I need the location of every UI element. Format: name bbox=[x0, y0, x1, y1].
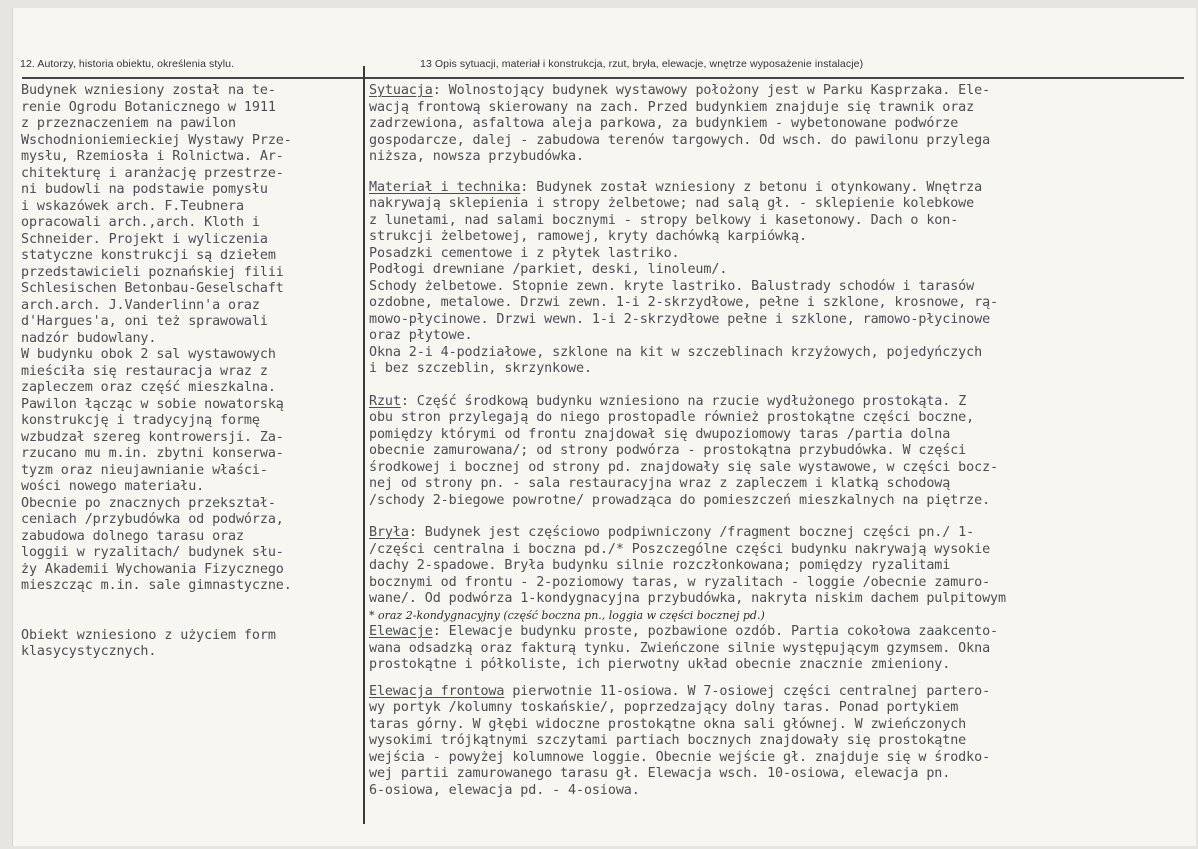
text-line: obu stron przylegają do niego prostopadle również prostokątne części boczne, bbox=[369, 410, 975, 425]
text-line: wy portyk /kolumny toskańskie/, poprzedzający dolny taras. Ponad portykiem bbox=[369, 700, 959, 715]
text-line: zabudowa dolnego tarasu oraz bbox=[21, 528, 244, 544]
text-line: 6-osiowa, elewacja pd. - 4-osiowa. bbox=[369, 782, 640, 798]
text-line: wejścia - powyżej kolumnowe loggie. Obecnie wejście gł. znajduje się w środko- bbox=[369, 749, 991, 765]
header-rule bbox=[22, 77, 1184, 79]
section-heading: Elewacja frontowa bbox=[369, 683, 505, 699]
text-line: arch.arch. J.Vanderlinn'a oraz bbox=[21, 297, 260, 313]
text-line: ni budowli na podstawie pomysłu bbox=[21, 182, 268, 197]
text-line: oraz płytowe. bbox=[369, 328, 473, 343]
text-line: z lunetami, nad salami bocznymi - stropy belkowy i kasetonowy. Dach o kon- bbox=[369, 212, 959, 228]
text-line: d'Hargues'a, oni też sprawowali bbox=[21, 314, 268, 329]
text-line: Schody żelbetowe. Stopnie zewn. kryte lastriko. Balustrady schodów i tarasów bbox=[369, 278, 975, 294]
text-line: dachy 2-spadowe. Bryła budynku silnie rozczłonkowana; pomiędzy ryzalitami bbox=[369, 558, 951, 573]
text-line: W budynku obok 2 sal wystawowych bbox=[21, 347, 276, 362]
text-line: Schlesischen Betonbau-Geselschaft bbox=[21, 281, 284, 296]
text-line: mieszcząc m.in. sale gimnastyczne. bbox=[21, 578, 292, 593]
text-line: ceniach /przybudówka od podwórza, bbox=[21, 512, 284, 527]
style-paragraph bbox=[21, 628, 292, 661]
text-line: renie Ogrodu Botanicznego w 1911 bbox=[21, 99, 276, 115]
text-line: obecnie zamurowana/; od strony podwórza - prostokątna przybudówka. W części bbox=[369, 443, 967, 458]
text-line: Obiekt wzniesiono z użyciem form bbox=[21, 627, 276, 643]
text-line: Obecnie po znacznych przekształ- bbox=[21, 495, 276, 511]
text-line: wej partii zamurowanego tarasu gł. Elewacja wsch. 10-osiowa, elewacja pn. bbox=[369, 766, 951, 781]
text-line: taras górny. W głębi widoczne prostokątne okna sali głównej. W zwieńczonych bbox=[369, 716, 967, 732]
text-line: wzbudzał szereg kontrowersji. Za- bbox=[21, 429, 284, 445]
text-line: Materiał i technika: Budynek został wzniesiony z betonu i otynkowany. Wnętrza bbox=[369, 179, 983, 195]
text-line: Budynek wzniesiony został na te- bbox=[21, 83, 276, 98]
text-line: wane/. Od podwórza 1-kondygnacyjna przybudówka, nakryta niskim dachem pulpitowym bbox=[369, 591, 1006, 606]
text-line: opracowali arch.,arch. Kloth i bbox=[21, 215, 260, 230]
text-line: ży Akademii Wychowania Fizycznego bbox=[21, 561, 284, 577]
text-line: Rzut: Część środkową budynku wzniesiono na rzucie wydłużonego prostokąta. Z bbox=[369, 393, 967, 409]
section-13-label: 13 Opis sytuacji, materiał i konstrukcja, rzut, bryła, elewacje, wnętrze wyposażenie instalacje) bbox=[420, 58, 864, 70]
text-line: zadrzewiona, asfaltowa aleja parkowa, za budynkiem - wybetonowane podwórze bbox=[369, 116, 959, 131]
text-line: ozdobne, metalowe. Drzwi zewn. 1-i 2-skrzydłowe, pełne i szklone, krosnowe, rą- bbox=[369, 295, 998, 310]
section-material bbox=[369, 180, 1006, 378]
text-line: Elewacje: Elewacje budynku proste, pozbawione ozdób. Partia cokołowa zaakcento- bbox=[369, 624, 998, 639]
text-line: i wskazówek arch. F.Teubnera bbox=[21, 198, 244, 214]
section-12-label: 12. Autorzy, historia obiektu, określenia stylu. bbox=[20, 58, 235, 70]
section-heading: Rzut bbox=[369, 393, 401, 409]
text-line: wysokimi trójkątnymi szczytami partiach bocznych znajdowały się prostokątne bbox=[369, 733, 967, 748]
section-rzut bbox=[369, 394, 1006, 510]
text-line: Wschodnioniemieckiej Wystawy Prze- bbox=[21, 132, 292, 148]
text-line: mysłu, Rzemiosła i Rolnictwa. Ar- bbox=[21, 149, 284, 164]
text-line: pomiędzy którymi od frontu znajdował się dwupoziomowy taras /partia dolna bbox=[369, 426, 951, 442]
text-line: chitekturę i aranżację przestrze- bbox=[21, 165, 284, 181]
section-elewacje bbox=[369, 624, 1006, 674]
section-heading: Elewacje bbox=[369, 624, 433, 639]
text-line: loggii w ryzalitach/ budynek słu- bbox=[21, 545, 284, 560]
text-line: i bez szczeblin, skrzynkowe. bbox=[369, 361, 592, 376]
text-line: bocznymi od frontu - 2-poziomowy taras, w ryzalitach - loggie /obecnie zamuro- bbox=[369, 574, 991, 590]
text-line: klasycystycznych. bbox=[21, 644, 157, 659]
text-line: nej od strony pn. - sala restauracyjna wraz z zapleczem i klatką schodową bbox=[369, 476, 951, 491]
text-line: Okna 2-i 4-podziałowe, szklone na kit w szczeblinach krzyżowych, pojedyńczych bbox=[369, 344, 983, 360]
text-line: środkowej i bocznej od strony pd. znajdowały się sale wystawowe, w części bocz- bbox=[369, 459, 998, 475]
text-line: prostokątne i półkoliste, ich pierwotny układ obecnie znacznie zmieniony. bbox=[369, 657, 951, 672]
text-line: mowo-płycinowe. Drzwi wewn. 1-i 2-skrzydłowe pełne i szklone, ramowo-płycinowe bbox=[369, 311, 991, 327]
text-line: nadzór budowlany. bbox=[21, 330, 157, 346]
text-line: strukcji żelbetowej, ramowej, kryty dachówką karpiówką. bbox=[369, 229, 807, 244]
text-line: wacją frontową skierowany na zach. Przed budynkiem znajduje się trawnik oraz bbox=[369, 99, 975, 115]
text-line: statyczne konstrukcji są dziełem bbox=[21, 248, 276, 263]
text-line: zapleczem oraz część mieszkalna. bbox=[21, 380, 276, 395]
history-paragraph bbox=[21, 83, 292, 595]
text-line: tyzm oraz nieujawnianie właści- bbox=[21, 462, 268, 478]
section-elewacja-frontowa bbox=[369, 684, 1006, 800]
section-sytuacja bbox=[369, 83, 1006, 166]
text-line: nakrywają sklepienia i stropy żelbetowe; nad salą gł. - sklepienie kolebkowe bbox=[369, 196, 975, 211]
text-line: niższa, nowsza przybudówka. bbox=[369, 149, 584, 164]
handwritten-note: * oraz 2-kondygnacyjny (część boczna pn., loggia w części bocznej pd.) bbox=[369, 608, 765, 622]
section-bryla bbox=[369, 525, 1006, 624]
form-header bbox=[20, 58, 1188, 74]
text-line: konstrukcję i tradycyjną formę bbox=[21, 413, 260, 428]
text-line: Elewacja frontowa pierwotnie 11-osiowa. W 7-osiowej części centralnej partero- bbox=[369, 683, 991, 699]
text-line: /schody 2-biegowe powrotne/ prowadząca do pomieszczeń mieszkalnych na piętrze. bbox=[369, 492, 991, 508]
text-line: Bryła: Budynek jest częściowo podpiwniczony /fragment bocznej części pn./ 1- bbox=[369, 525, 975, 540]
text-line: /części centralna i boczna pd./* Poszczególne części budynku nakrywają wysokie bbox=[369, 541, 991, 557]
text-line: Pawilon łącząc w sobie nowatorską bbox=[21, 396, 284, 412]
description-column bbox=[369, 83, 1006, 799]
section-heading: Bryła bbox=[369, 525, 409, 540]
text-line: rzucano mu m.in. zbytni konserwa- bbox=[21, 446, 284, 461]
section-heading: Materiał i technika bbox=[369, 179, 521, 195]
text-line: Podłogi drewniane /parkiet, deski, linoleum/. bbox=[369, 262, 728, 277]
text-line: Schneider. Projekt i wyliczenia bbox=[21, 231, 268, 247]
text-line: wana odsadzką oraz fakturą tynku. Zwieńczone silnie występującym gzymsem. Okna bbox=[369, 640, 991, 656]
text-line: gospodarcze, dalej - zabudowa terenów targowych. Od wsch. do pawilonu przylega bbox=[369, 132, 991, 148]
text-line: Sytuacja: Wolnostojący budynek wystawowy położony jest w Parku Kasprzaka. Ele- bbox=[369, 83, 991, 98]
column-divider bbox=[363, 66, 365, 824]
text-line: Posadzki cementowe i z płytek lastriko. bbox=[369, 245, 680, 261]
section-heading: Sytuacja bbox=[369, 83, 433, 98]
history-column bbox=[21, 83, 292, 661]
text-line: przedstawicieli poznańskiej filii bbox=[21, 264, 284, 280]
text-line: z przeznaczeniem na pawilon bbox=[21, 116, 236, 131]
text-line: mieściła się restauracja wraz z bbox=[21, 363, 268, 379]
text-line: wości nowego materiału. bbox=[21, 479, 205, 494]
